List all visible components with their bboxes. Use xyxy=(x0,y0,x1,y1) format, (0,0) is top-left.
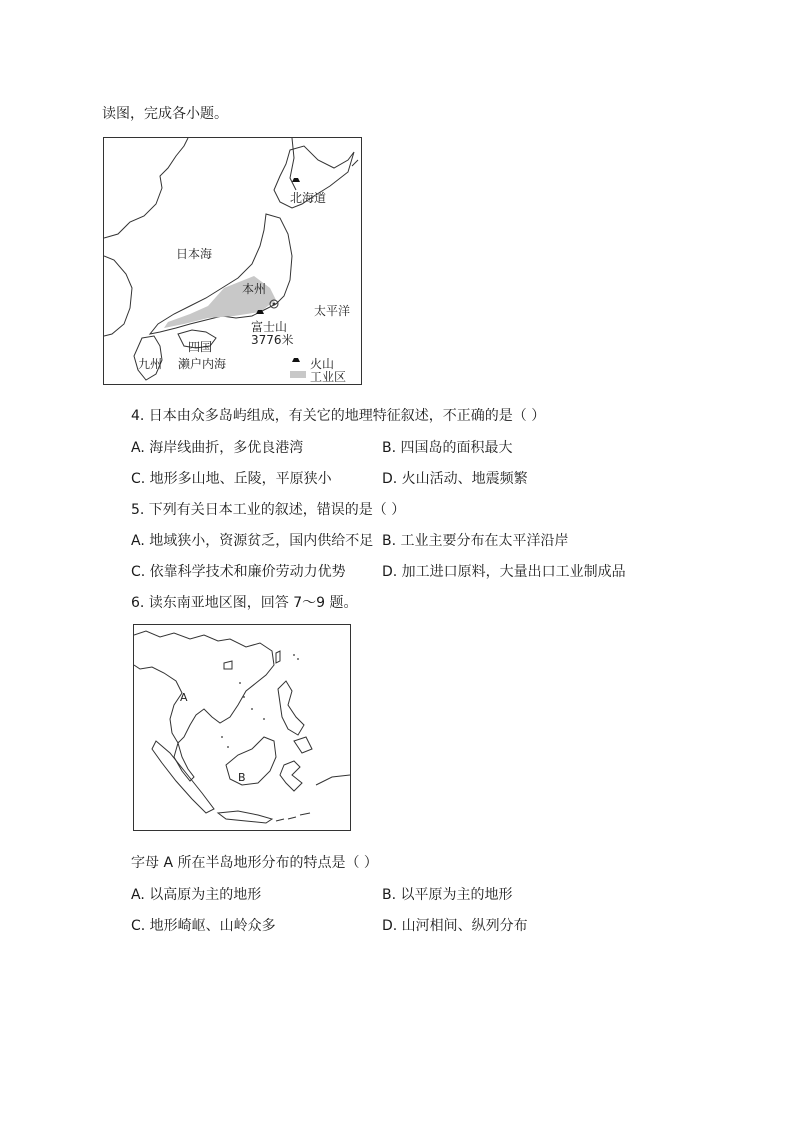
legend-volcano-label: 火山 xyxy=(310,357,335,371)
label-kyushu: 九州 xyxy=(138,357,163,371)
q6-stem: 6. 读东南亚地区图，回答 7～9 题。 xyxy=(131,595,358,611)
intro-text: 读图，完成各小题。 xyxy=(102,106,228,122)
q5-option-c[interactable]: C. 依靠科学技术和廉价劳动力优势 xyxy=(131,564,346,580)
q7-stem: 字母 A 所在半岛地形分布的特点是（ ） xyxy=(131,855,378,871)
japan-map-drawing xyxy=(104,138,361,384)
q4-option-b[interactable]: B. 四国岛的面积最大 xyxy=(382,440,513,456)
korea-coast xyxy=(104,256,132,336)
legend-volcano-icon xyxy=(292,358,300,362)
label-sea-of-japan: 日本海 xyxy=(176,247,213,261)
sulawesi-coast xyxy=(280,761,302,791)
legend-industry-swatch xyxy=(290,371,306,378)
taiwan-coast xyxy=(276,651,280,663)
hainan-coast xyxy=(224,661,232,669)
label-honshu: 本州 xyxy=(242,282,267,296)
label-hokkaido: 北海道 xyxy=(290,191,327,205)
new-guinea-coast xyxy=(316,775,350,785)
japan-map xyxy=(103,137,362,385)
southeast-asia-map-drawing xyxy=(134,625,350,830)
q4-stem: 4. 日本由众多岛屿组成，有关它的地理特征叙述，不正确的是（ ） xyxy=(131,408,546,424)
q5-option-d[interactable]: D. 加工进口原料，大量出口工业制成品 xyxy=(382,564,626,580)
sumatra-coast xyxy=(152,741,214,813)
q5-option-b[interactable]: B. 工业主要分布在太平洋沿岸 xyxy=(382,533,569,549)
southeast-asia-map xyxy=(133,624,351,831)
kuril-islands xyxy=(352,160,358,166)
volcano-hokkaido-icon xyxy=(292,178,300,182)
q7-option-b[interactable]: B. 以平原为主的地形 xyxy=(382,887,513,903)
philippines-coast xyxy=(278,681,304,735)
borneo-coast xyxy=(226,737,276,785)
q7-option-c[interactable]: C. 地形崎岖、山岭众多 xyxy=(131,918,276,934)
q4-option-d[interactable]: D. 火山活动、地震频繁 xyxy=(382,471,528,487)
q4-option-c[interactable]: C. 地形多山地、丘陵，平原狭小 xyxy=(131,471,332,487)
q5-option-a[interactable]: A. 地域狭小，资源贫乏，国内供给不足 xyxy=(131,533,374,549)
label-fuji-height: 3776米 xyxy=(251,333,294,347)
q4-option-a[interactable]: A. 海岸线曲折，多优良港湾 xyxy=(131,440,304,456)
label-shikoku: 四国 xyxy=(188,340,213,354)
indochina-coast xyxy=(134,631,274,743)
q7-option-a[interactable]: A. 以高原为主的地形 xyxy=(131,887,262,903)
label-inland-sea: 濑户内海 xyxy=(178,357,227,371)
label-b: B xyxy=(238,771,246,784)
q5-stem: 5. 下列有关日本工业的叙述，错误的是（ ） xyxy=(131,502,406,518)
mainland-coast xyxy=(104,138,188,238)
lesser-sunda-islands xyxy=(276,813,310,821)
legend-industry-label: 工业区 xyxy=(310,370,347,384)
label-fuji: 富士山 xyxy=(251,320,288,334)
label-a: A xyxy=(180,691,188,704)
java-coast xyxy=(218,811,272,823)
q7-option-d[interactable]: D. 山河相间、纵列分布 xyxy=(382,918,528,934)
label-pacific: 太平洋 xyxy=(314,304,351,318)
mindanao-coast xyxy=(294,737,312,753)
sakhalin-coast xyxy=(290,138,296,190)
